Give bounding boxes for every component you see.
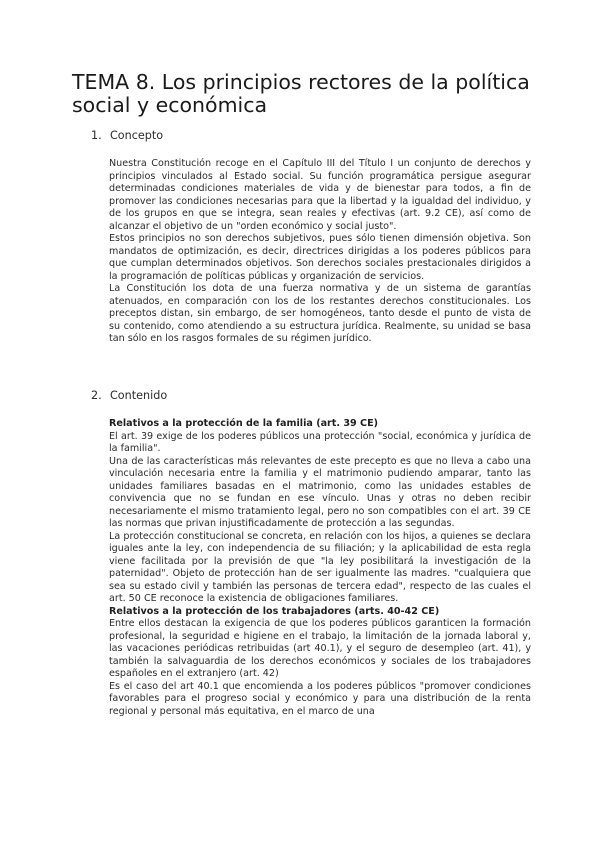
section-2-body — [109, 418, 531, 718]
section-1-body — [109, 158, 531, 346]
section-2-paragraph: Es el caso del art 40.1 que encomienda a los poderes públicos "promover condiciones favorables para el progreso social y económico y para una distribución de la renta regional y personal más equitativa, en el marco de una — [109, 680, 531, 717]
section-1-paragraph: La Constitución los dota de una fuerza normativa y de un sistema de garantías atenuados, en comparación con los de los restantes derechos constitucionales. Los preceptos distan, sin embargo, de ser homogéneos, tanto desde el punto de vista de su contenido, como atendiendo a su estructura jurídica. Realmente, su unidad se basa tan sólo en los rasgos formales de su régimen jurídico. — [109, 283, 531, 344]
subheading-family: Relativos a la protección de la familia (art. 39 CE) — [109, 418, 379, 429]
section-1-number: 1. — [91, 129, 102, 142]
section-1-paragraph: Nuestra Constitución recoge en el Capítulo III del Título I un conjunto de derechos y principios vinculados al Estado social. Su función programática persigue asegurar determinadas condiciones materiales de vida y de bienestar para todos, a fin de promover las condiciones necesarias para que la libertad y la igualdad del individuo, y de los grupos en que se integra, sean reales y efectivas (art. 9.2 CE), así como de alcanzar el objetivo de un "orden económico y social justo". — [109, 158, 531, 232]
section-2-paragraph: La protección constitucional se concreta, en relación con los hijos, a quienes se declara iguales ante la ley, con independencia de su filiación; y la aplicabilidad de esta regla viene facilitada por la previsión de que "la ley posibilitará la investigación de la paternidad". Objeto de protección han de ser igualmente las madres. "cualquiera que sea su estado civil y también las personas de tercera edad", respecto de las cuales el art. 50 CE reconoce la existencia de obligaciones familiares. — [109, 530, 531, 604]
section-1-heading — [91, 129, 163, 142]
section-2-paragraph: Entre ellos destacan la exigencia de que los poderes públicos garanticen la formación profesional, la seguridad e higiene en el trabajo, la limitación de la jornada laboral y, las vacaciones periódicas retribuidas (art 40.1), y el seguro de desempleo (art. 41), y también la salvaguardia de los derechos económicos y sociales de los trabajadores españoles en el extranjero (art. 42) — [109, 618, 531, 679]
section-2-paragraph: El art. 39 exige de los poderes públicos una protección "social, económica y jurídica de la familia". — [109, 430, 531, 454]
section-2-paragraph: Una de las características más relevantes de este precepto es que no lleva a cabo una vinculación necesaria entre la familia y el matrimonio pudiendo amparar, tanto las unidades familiares basadas en el matrimonio, como las unidades estables de convivencia que no se fundan en ese vínculo. Unas y otras no deben recibir necesariamente el mismo tratamiento legal, pero no son compatibles con el art. 39 CE las normas que privan injustificadamente de protección a las segundas. — [109, 455, 531, 529]
subheading-workers: Relativos a la protección de los trabajadores (arts. 40-42 CE) — [109, 605, 440, 617]
section-2-number: 2. — [91, 389, 102, 402]
section-1-title: Concepto — [110, 129, 164, 142]
section-1-paragraph: Estos principios no son derechos subjetivos, pues sólo tienen dimensión objetiva. Son mandatos de optimización, es decir, directrices dirigidas a los poderes públicos para que cumplan determinados objetivos. Son derechos sociales prestacionales dirigidos a la programación de políticas públicas y organización de servicios. — [109, 233, 531, 282]
section-2-title: Contenido — [110, 389, 168, 402]
section-2-heading — [91, 389, 167, 402]
page-title: TEMA 8. Los principios rectores de la política social y económica — [72, 70, 530, 117]
